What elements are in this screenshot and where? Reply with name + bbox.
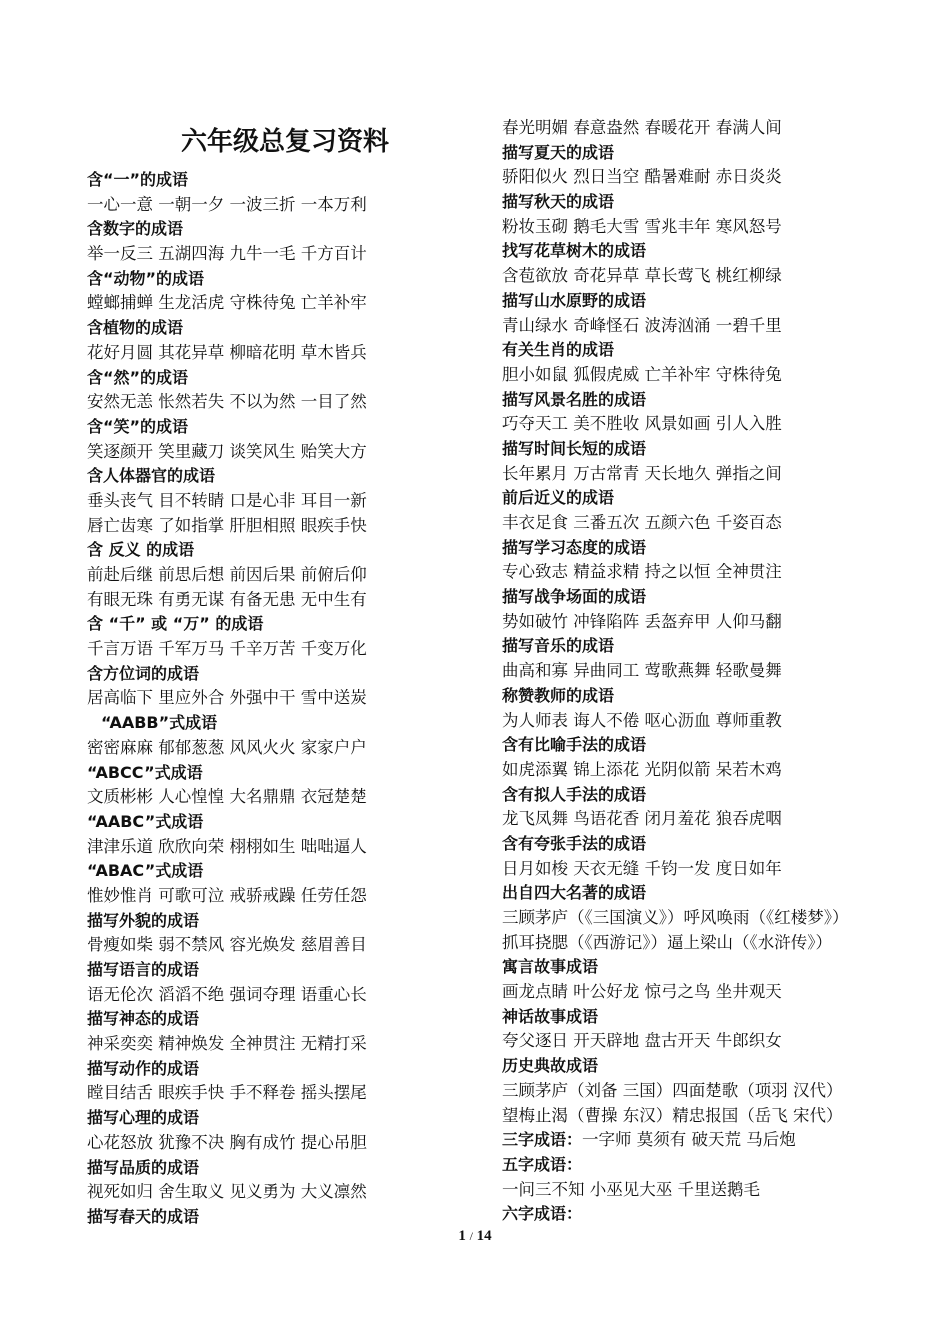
section-heading: 描写心理的成语 — [87, 1108, 200, 1128]
section-heading: 描写山水原野的成语 — [502, 290, 647, 310]
left-column — [87, 116, 487, 1230]
section-heading: 找写花草树木的成语 — [502, 241, 647, 261]
section-heading: “AABB”式成语 — [101, 713, 218, 733]
section-heading: 历史典故成语 — [502, 1056, 599, 1076]
idiom-line: 含苞欲放 奇花异草 草长莺飞 桃红柳绿 — [502, 266, 782, 286]
idiom-line: 日月如梭 天衣无缝 千钧一发 度日如年 — [502, 858, 782, 878]
section-heading: 五字成语： — [502, 1154, 583, 1174]
section-heading: 含有拟人手法的成语 — [502, 784, 647, 804]
section-heading: 含有夸张手法的成语 — [502, 833, 647, 853]
idiom-line: 津津乐道 欣欣向荣 栩栩如生 咄咄逼人 — [87, 836, 367, 856]
section-heading: 描写战争场面的成语 — [502, 587, 647, 607]
section-heading: “AABC”式成语 — [87, 811, 204, 831]
idiom-line: 心花怒放 犹豫不决 胸有成竹 提心吊胆 — [87, 1132, 367, 1152]
idiom-line: 曲高和寡 异曲同工 莺歌燕舞 轻歌曼舞 — [502, 661, 782, 681]
section-heading: 含植物的成语 — [87, 318, 184, 338]
section-heading: 含 反义 的成语 — [87, 540, 195, 560]
idiom-line: 势如破竹 冲锋陷阵 丢盔弃甲 人仰马翻 — [502, 611, 782, 631]
idiom-line: 笑逐颜开 笑里藏刀 谈笑风生 贻笑大方 — [87, 441, 367, 461]
idiom-line: 前赴后继 前思后想 前因后果 前俯后仰 — [87, 565, 367, 584]
section-heading: 含“一”的成语 — [87, 170, 189, 189]
idiom-line: 专心致志 精益求精 持之以恒 全神贯注 — [502, 562, 782, 582]
idiom-line: 举一反三 五湖四海 九牛一毛 千方百计 — [87, 244, 367, 264]
page-separator: / — [469, 1229, 473, 1243]
idiom-line: 居高临下 里应外合 外强中干 雪中送炭 — [87, 688, 367, 708]
idiom-text: 一字师 莫须有 破天荒 马后炮 — [582, 1130, 796, 1150]
section-heading: 描写神态的成语 — [87, 1009, 200, 1029]
section-heading: 描写动作的成语 — [87, 1058, 200, 1078]
section-heading: 描写音乐的成语 — [502, 636, 615, 656]
left-idiom-list — [87, 168, 487, 1230]
document-title: 六年级总复习资料 — [180, 127, 389, 157]
section-heading: 六字成语： — [502, 1204, 583, 1224]
inline-heading: 三字成语： — [502, 1130, 583, 1150]
section-heading: 含“然”的成语 — [87, 367, 189, 387]
idiom-line: 三顾茅庐（《三国演义》）呼风唤雨（《红楼梦》） — [502, 908, 849, 927]
idiom-line: 花好月圆 其花异草 柳暗花明 草木皆兵 — [87, 342, 367, 362]
section-heading: 描写春天的成语 — [87, 1206, 200, 1226]
section-heading: 寓言故事成语 — [502, 957, 599, 977]
idiom-line: 安然无恙 怅然若失 不以为然 一目了然 — [87, 392, 367, 412]
idiom-line: 胆小如鼠 狐假虎威 亡羊补牢 守株待兔 — [502, 364, 782, 384]
section-heading: 描写风景名胜的成语 — [502, 389, 647, 409]
section-heading: 含有比喻手法的成语 — [502, 735, 647, 755]
section-heading: 前后近义的成语 — [502, 488, 615, 508]
section-heading: 描写时间长短的成语 — [502, 438, 647, 458]
section-heading: 神话故事成语 — [502, 1006, 599, 1026]
idiom-line: 语无伦次 滔滔不绝 强词夺理 语重心长 — [87, 984, 367, 1004]
section-heading: 描写品质的成语 — [87, 1157, 200, 1177]
idiom-line: 螳螂捕蝉 生龙活虎 守株待兔 亡羊补牢 — [87, 293, 367, 313]
section-heading: 含“笑”的成语 — [87, 416, 189, 436]
idiom-line: 一心一意 一朝一夕 一波三折 一本万利 — [87, 194, 367, 214]
idiom-line: 青山绿水 奇峰怪石 波涛汹涌 一碧千里 — [502, 315, 782, 335]
right-column — [502, 116, 902, 1227]
idiom-line: 夸父逐日 开天辟地 盘古开天 牛郎织女 — [502, 1031, 782, 1051]
idiom-line: 瞠目结舌 眼疾手快 手不释卷 摇头摆尾 — [87, 1083, 367, 1103]
idiom-line: 三顾茅庐（刘备 三国）四面楚歌（项羽 汉代） — [502, 1080, 843, 1100]
section-heading: 含数字的成语 — [87, 219, 184, 239]
section-heading: 描写夏天的成语 — [502, 142, 615, 162]
idiom-line: 望梅止渴（曹操 东汉）精忠报国（岳飞 宋代） — [502, 1105, 843, 1125]
right-idiom-list — [502, 116, 902, 1227]
idiom-line: 一问三不知 小巫见大巫 千里送鹅毛 — [502, 1179, 760, 1199]
idiom-line: 有眼无珠 有勇无谋 有备无患 无中生有 — [87, 589, 367, 609]
section-heading: 称赞教师的成语 — [502, 685, 615, 705]
idiom-line: 骄阳似火 烈日当空 酷暑难耐 赤日炎炎 — [502, 167, 782, 187]
section-heading: 描写语言的成语 — [87, 960, 200, 979]
idiom-line: 垂头丧气 目不转睛 口是心非 耳目一新 — [87, 490, 367, 510]
section-heading: “ABAC”式成语 — [87, 861, 204, 881]
idiom-line: 巧夺天工 美不胜收 风景如画 引人入胜 — [502, 414, 782, 434]
idiom-line: 为人师表 诲人不倦 呕心沥血 尊师重教 — [502, 710, 782, 730]
idiom-line: 抓耳挠腮（《西游记》）逼上梁山（《水浒传》） — [502, 932, 832, 952]
idiom-line: 如虎添翼 锦上添花 光阴似箭 呆若木鸡 — [502, 759, 782, 779]
section-heading: 描写外貌的成语 — [87, 910, 200, 930]
idiom-line: 丰衣足食 三番五次 五颜六色 千姿百态 — [502, 513, 782, 532]
idiom-line: 长年累月 万古常青 天长地久 弹指之间 — [502, 463, 782, 483]
section-heading: 含 “千” 或 “万” 的成语 — [87, 614, 264, 634]
idiom-line: 春光明媚 春意盎然 春暖花开 春满人间 — [502, 118, 782, 137]
idiom-line: 惟妙惟肖 可歌可泣 戒骄戒躁 任劳任怨 — [87, 885, 367, 905]
section-heading: 描写秋天的成语 — [502, 192, 615, 212]
section-heading: 出自四大名著的成语 — [502, 883, 647, 903]
section-heading: 描写学习态度的成语 — [502, 537, 647, 557]
idiom-line-with-label — [502, 1128, 902, 1153]
section-heading: 含方位词的成语 — [87, 663, 200, 683]
idiom-line: 龙飞凤舞 鸟语花香 闭月羞花 狼吞虎咽 — [502, 809, 782, 829]
section-heading: 含“动物”的成语 — [87, 268, 205, 288]
section-heading: “ABCC”式成语 — [87, 762, 203, 782]
idiom-line: 文质彬彬 人心惶惶 大名鼎鼎 衣冠楚楚 — [87, 787, 367, 807]
section-heading: 含人体器官的成语 — [87, 466, 216, 486]
idiom-line: 骨瘦如柴 弱不禁风 容光焕发 慈眉善目 — [87, 935, 367, 955]
idiom-line: 唇亡齿寒 了如指掌 肝胆相照 眼疾手快 — [87, 515, 367, 535]
idiom-line: 画龙点睛 叶公好龙 惊弓之鸟 坐井观天 — [502, 982, 782, 1002]
page-total: 14 — [476, 1228, 492, 1244]
section-heading: 有关生肖的成语 — [502, 340, 615, 360]
idiom-line: 视死如归 舍生取义 见义勇为 大义凛然 — [87, 1182, 367, 1202]
idiom-line: 粉妆玉砌 鹅毛大雪 雪兆丰年 寒风怒号 — [502, 216, 782, 236]
page-current: 1 — [458, 1228, 466, 1244]
idiom-line: 神采奕奕 精神焕发 全神贯注 无精打采 — [87, 1034, 367, 1054]
page-number — [0, 1228, 950, 1245]
idiom-line: 密密麻麻 郁郁葱葱 风风火火 家家户户 — [87, 737, 367, 757]
idiom-line: 千言万语 千军万马 千辛万苦 千变万化 — [87, 639, 367, 659]
